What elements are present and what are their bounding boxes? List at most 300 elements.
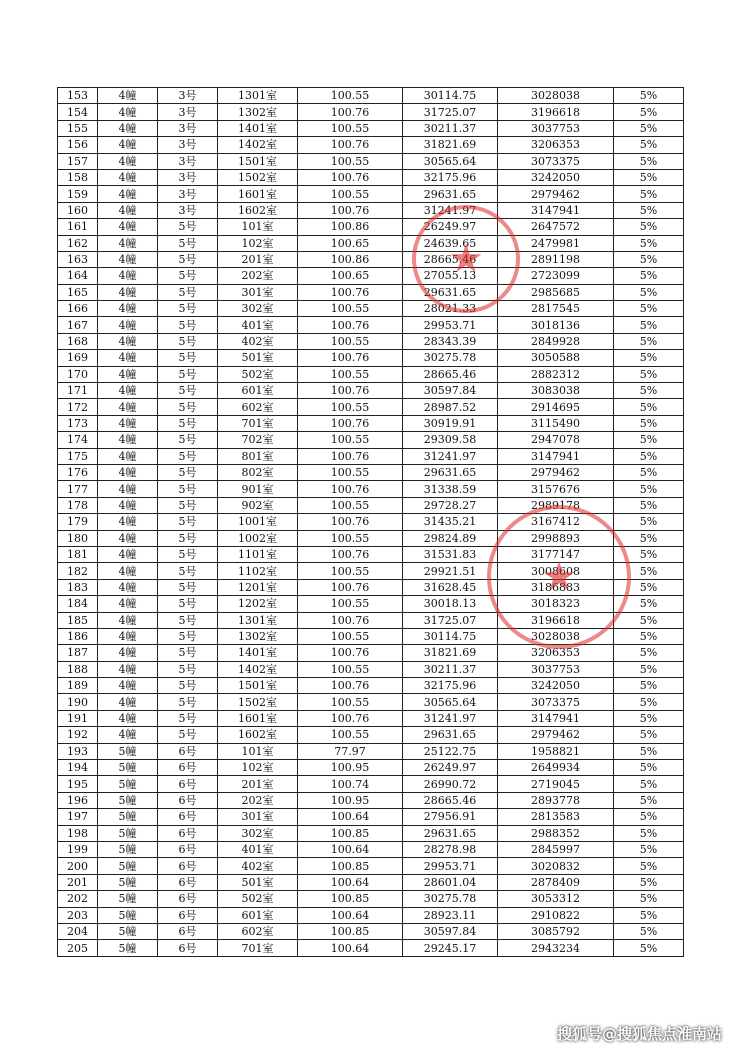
rate-cell: 5% [614,333,684,349]
table-row [58,710,684,726]
room-cell: 502室 [218,366,298,382]
row-number-cell: 205 [58,940,98,956]
table-row [58,612,684,628]
area-cell: 100.55 [298,333,403,349]
row-number-cell: 162 [58,235,98,251]
room-cell: 801室 [218,448,298,464]
area-cell: 100.76 [298,612,403,628]
table-row [58,825,684,841]
total-price-cell: 2989178 [498,497,614,513]
unit-cell: 5号 [158,694,218,710]
area-cell: 100.85 [298,825,403,841]
rate-cell: 5% [614,858,684,874]
rate-cell: 5% [614,514,684,530]
table-row [58,874,684,890]
unit-price-cell: 31435.21 [403,514,498,530]
unit-price-cell: 31821.69 [403,645,498,661]
room-cell: 1001室 [218,514,298,530]
row-number-cell: 174 [58,432,98,448]
unit-price-cell: 27956.91 [403,809,498,825]
area-cell: 100.76 [298,104,403,120]
unit-cell: 6号 [158,923,218,939]
room-cell: 602室 [218,399,298,415]
area-cell: 100.64 [298,874,403,890]
unit-price-cell: 29631.65 [403,727,498,743]
area-cell: 100.55 [298,497,403,513]
rate-cell: 5% [614,940,684,956]
unit-cell: 5号 [158,596,218,612]
room-cell: 1501室 [218,153,298,169]
building-cell: 4幢 [98,563,158,579]
row-number-cell: 202 [58,891,98,907]
table-row [58,661,684,677]
building-cell: 4幢 [98,678,158,694]
room-cell: 1101室 [218,546,298,562]
area-cell: 100.65 [298,268,403,284]
area-cell: 100.76 [298,645,403,661]
room-cell: 1601室 [218,710,298,726]
building-cell: 4幢 [98,235,158,251]
rate-cell: 5% [614,301,684,317]
area-cell: 77.97 [298,743,403,759]
unit-cell: 5号 [158,710,218,726]
building-cell: 4幢 [98,415,158,431]
rate-cell: 5% [614,661,684,677]
room-cell: 401室 [218,841,298,857]
row-number-cell: 175 [58,448,98,464]
unit-cell: 6号 [158,760,218,776]
rate-cell: 5% [614,481,684,497]
building-cell: 5幢 [98,907,158,923]
table-row [58,399,684,415]
building-cell: 4幢 [98,137,158,153]
unit-cell: 6号 [158,776,218,792]
rate-cell: 5% [614,792,684,808]
unit-price-cell: 30275.78 [403,350,498,366]
row-number-cell: 159 [58,186,98,202]
rate-cell: 5% [614,776,684,792]
row-number-cell: 170 [58,366,98,382]
room-cell: 1302室 [218,628,298,644]
area-cell: 100.76 [298,678,403,694]
building-cell: 5幢 [98,891,158,907]
room-cell: 1002室 [218,530,298,546]
building-cell: 5幢 [98,874,158,890]
area-cell: 100.76 [298,579,403,595]
unit-cell: 3号 [158,202,218,218]
building-cell: 5幢 [98,825,158,841]
row-number-cell: 199 [58,841,98,857]
area-cell: 100.85 [298,923,403,939]
building-cell: 4幢 [98,628,158,644]
room-cell: 1402室 [218,137,298,153]
unit-price-cell: 30275.78 [403,891,498,907]
rate-cell: 5% [614,383,684,399]
rate-cell: 5% [614,645,684,661]
rate-cell: 5% [614,923,684,939]
area-cell: 100.55 [298,153,403,169]
rate-cell: 5% [614,350,684,366]
rate-cell: 5% [614,694,684,710]
room-cell: 102室 [218,235,298,251]
area-cell: 100.55 [298,464,403,480]
total-price-cell: 2979462 [498,186,614,202]
unit-price-cell: 31241.97 [403,202,498,218]
unit-price-cell: 29921.51 [403,563,498,579]
table-row [58,809,684,825]
table-row [58,415,684,431]
row-number-cell: 191 [58,710,98,726]
total-price-cell: 2813583 [498,809,614,825]
unit-price-cell: 31725.07 [403,104,498,120]
area-cell: 100.76 [298,415,403,431]
row-number-cell: 155 [58,120,98,136]
room-cell: 1102室 [218,563,298,579]
table-row [58,186,684,202]
table-row [58,678,684,694]
unit-price-cell: 31725.07 [403,612,498,628]
table-row [58,907,684,923]
total-price-cell: 2943234 [498,940,614,956]
table-row [58,383,684,399]
unit-price-cell: 30597.84 [403,383,498,399]
unit-cell: 5号 [158,497,218,513]
row-number-cell: 189 [58,678,98,694]
rate-cell: 5% [614,874,684,890]
unit-cell: 5号 [158,251,218,267]
total-price-cell: 3147941 [498,202,614,218]
unit-price-cell: 30565.64 [403,694,498,710]
unit-price-cell: 28665.46 [403,251,498,267]
area-cell: 100.55 [298,628,403,644]
table-row [58,317,684,333]
rate-cell: 5% [614,284,684,300]
unit-price-cell: 31821.69 [403,137,498,153]
table-row [58,104,684,120]
unit-price-cell: 30114.75 [403,88,498,104]
unit-price-cell: 29728.27 [403,497,498,513]
total-price-cell: 2479981 [498,235,614,251]
table-body [58,88,684,957]
rate-cell: 5% [614,743,684,759]
table-row [58,579,684,595]
table-row [58,546,684,562]
unit-cell: 5号 [158,415,218,431]
rate-cell: 5% [614,88,684,104]
room-cell: 701室 [218,415,298,431]
unit-cell: 6号 [158,858,218,874]
row-number-cell: 190 [58,694,98,710]
unit-cell: 5号 [158,579,218,595]
table-row [58,563,684,579]
area-cell: 100.55 [298,727,403,743]
rate-cell: 5% [614,891,684,907]
row-number-cell: 188 [58,661,98,677]
rate-cell: 5% [614,104,684,120]
area-cell: 100.64 [298,809,403,825]
watermark: 搜狐号@搜狐焦点淮南站 [556,1025,722,1043]
unit-cell: 5号 [158,448,218,464]
room-cell: 1301室 [218,612,298,628]
rate-cell: 5% [614,153,684,169]
table-row [58,760,684,776]
row-number-cell: 158 [58,169,98,185]
unit-cell: 6号 [158,940,218,956]
building-cell: 5幢 [98,940,158,956]
unit-cell: 5号 [158,284,218,300]
building-cell: 4幢 [98,530,158,546]
total-price-cell: 2849928 [498,333,614,349]
room-cell: 301室 [218,284,298,300]
total-price-cell: 3083038 [498,383,614,399]
unit-cell: 3号 [158,186,218,202]
area-cell: 100.86 [298,219,403,235]
area-cell: 100.76 [298,546,403,562]
table-row [58,448,684,464]
row-number-cell: 182 [58,563,98,579]
room-cell: 101室 [218,743,298,759]
rate-cell: 5% [614,432,684,448]
area-cell: 100.76 [298,284,403,300]
unit-cell: 5号 [158,235,218,251]
room-cell: 501室 [218,350,298,366]
total-price-cell: 3073375 [498,153,614,169]
room-cell: 601室 [218,383,298,399]
rate-cell: 5% [614,235,684,251]
rate-cell: 5% [614,612,684,628]
rate-cell: 5% [614,809,684,825]
total-price-cell: 3186883 [498,579,614,595]
table-row [58,776,684,792]
table-row [58,530,684,546]
row-number-cell: 192 [58,727,98,743]
table-row [58,858,684,874]
unit-cell: 6号 [158,809,218,825]
table-row [58,514,684,530]
area-cell: 100.76 [298,317,403,333]
room-cell: 701室 [218,940,298,956]
total-price-cell: 3037753 [498,661,614,677]
room-cell: 401室 [218,317,298,333]
area-cell: 100.85 [298,891,403,907]
total-price-cell: 3206353 [498,137,614,153]
unit-cell: 5号 [158,628,218,644]
room-cell: 1602室 [218,202,298,218]
total-price-cell: 3028038 [498,628,614,644]
row-number-cell: 164 [58,268,98,284]
row-number-cell: 160 [58,202,98,218]
total-price-cell: 3242050 [498,678,614,694]
unit-price-cell: 28665.46 [403,366,498,382]
building-cell: 4幢 [98,596,158,612]
area-cell: 100.64 [298,841,403,857]
room-cell: 902室 [218,497,298,513]
room-cell: 1601室 [218,186,298,202]
unit-price-cell: 31241.97 [403,710,498,726]
table-row [58,694,684,710]
table-row [58,333,684,349]
unit-cell: 5号 [158,481,218,497]
rate-cell: 5% [614,137,684,153]
unit-cell: 3号 [158,88,218,104]
total-price-cell: 3147941 [498,710,614,726]
total-price-cell: 2914695 [498,399,614,415]
row-number-cell: 184 [58,596,98,612]
unit-cell: 6号 [158,874,218,890]
area-cell: 100.74 [298,776,403,792]
rate-cell: 5% [614,448,684,464]
building-cell: 5幢 [98,809,158,825]
row-number-cell: 157 [58,153,98,169]
building-cell: 5幢 [98,841,158,857]
building-cell: 4幢 [98,301,158,317]
row-number-cell: 186 [58,628,98,644]
rate-cell: 5% [614,628,684,644]
total-price-cell: 3167412 [498,514,614,530]
row-number-cell: 169 [58,350,98,366]
unit-cell: 5号 [158,366,218,382]
rate-cell: 5% [614,251,684,267]
total-price-cell: 2947078 [498,432,614,448]
room-cell: 1401室 [218,120,298,136]
room-cell: 402室 [218,858,298,874]
building-cell: 4幢 [98,481,158,497]
area-cell: 100.55 [298,301,403,317]
unit-cell: 5号 [158,464,218,480]
table-row [58,88,684,104]
room-cell: 201室 [218,776,298,792]
total-price-cell: 2891198 [498,251,614,267]
room-cell: 702室 [218,432,298,448]
table-row [58,284,684,300]
total-price-cell: 3073375 [498,694,614,710]
rate-cell: 5% [614,596,684,612]
unit-cell: 5号 [158,645,218,661]
table-row [58,120,684,136]
total-price-cell: 2988352 [498,825,614,841]
unit-price-cell: 28278.98 [403,841,498,857]
unit-price-cell: 31628.45 [403,579,498,595]
row-number-cell: 181 [58,546,98,562]
unit-price-cell: 29631.65 [403,186,498,202]
row-number-cell: 168 [58,333,98,349]
building-cell: 4幢 [98,186,158,202]
rate-cell: 5% [614,579,684,595]
unit-cell: 5号 [158,333,218,349]
total-price-cell: 3157676 [498,481,614,497]
total-price-cell: 2998893 [498,530,614,546]
unit-price-cell: 29631.65 [403,284,498,300]
area-cell: 100.64 [298,940,403,956]
building-cell: 4幢 [98,120,158,136]
row-number-cell: 167 [58,317,98,333]
area-cell: 100.76 [298,481,403,497]
table-row [58,841,684,857]
rate-cell: 5% [614,825,684,841]
building-cell: 5幢 [98,776,158,792]
unit-price-cell: 26990.72 [403,776,498,792]
area-cell: 100.76 [298,202,403,218]
room-cell: 301室 [218,809,298,825]
row-number-cell: 195 [58,776,98,792]
room-cell: 501室 [218,874,298,890]
unit-price-cell: 31241.97 [403,448,498,464]
unit-cell: 6号 [158,792,218,808]
unit-cell: 5号 [158,546,218,562]
unit-cell: 5号 [158,530,218,546]
rate-cell: 5% [614,317,684,333]
area-cell: 100.55 [298,88,403,104]
row-number-cell: 172 [58,399,98,415]
building-cell: 4幢 [98,497,158,513]
total-price-cell: 1958821 [498,743,614,759]
row-number-cell: 183 [58,579,98,595]
table-row [58,235,684,251]
building-cell: 4幢 [98,202,158,218]
rate-cell: 5% [614,497,684,513]
row-number-cell: 166 [58,301,98,317]
rate-cell: 5% [614,120,684,136]
table-row [58,727,684,743]
unit-price-cell: 28665.46 [403,792,498,808]
row-number-cell: 180 [58,530,98,546]
building-cell: 4幢 [98,219,158,235]
unit-cell: 3号 [158,120,218,136]
building-cell: 5幢 [98,760,158,776]
building-cell: 4幢 [98,333,158,349]
total-price-cell: 3050588 [498,350,614,366]
unit-price-cell: 30018.13 [403,596,498,612]
unit-price-cell: 28343.39 [403,333,498,349]
unit-price-cell: 30114.75 [403,628,498,644]
area-cell: 100.64 [298,907,403,923]
row-number-cell: 176 [58,464,98,480]
unit-cell: 3号 [158,137,218,153]
total-price-cell: 3037753 [498,120,614,136]
room-cell: 302室 [218,825,298,841]
unit-price-cell: 26249.97 [403,219,498,235]
unit-price-cell: 28987.52 [403,399,498,415]
room-cell: 1502室 [218,169,298,185]
room-cell: 1301室 [218,88,298,104]
area-cell: 100.55 [298,563,403,579]
building-cell: 4幢 [98,317,158,333]
unit-price-cell: 28021.33 [403,301,498,317]
area-cell: 100.55 [298,596,403,612]
total-price-cell: 3085792 [498,923,614,939]
area-cell: 100.55 [298,366,403,382]
table-row [58,432,684,448]
building-cell: 4幢 [98,284,158,300]
price-table [57,87,684,957]
room-cell: 302室 [218,301,298,317]
table-row [58,464,684,480]
rate-cell: 5% [614,169,684,185]
row-number-cell: 163 [58,251,98,267]
total-price-cell: 3196618 [498,612,614,628]
row-number-cell: 204 [58,923,98,939]
room-cell: 402室 [218,333,298,349]
unit-cell: 5号 [158,301,218,317]
total-price-cell: 2845997 [498,841,614,857]
total-price-cell: 3147941 [498,448,614,464]
building-cell: 4幢 [98,546,158,562]
building-cell: 4幢 [98,661,158,677]
room-cell: 102室 [218,760,298,776]
total-price-cell: 3177147 [498,546,614,562]
table-row [58,169,684,185]
rate-cell: 5% [614,907,684,923]
